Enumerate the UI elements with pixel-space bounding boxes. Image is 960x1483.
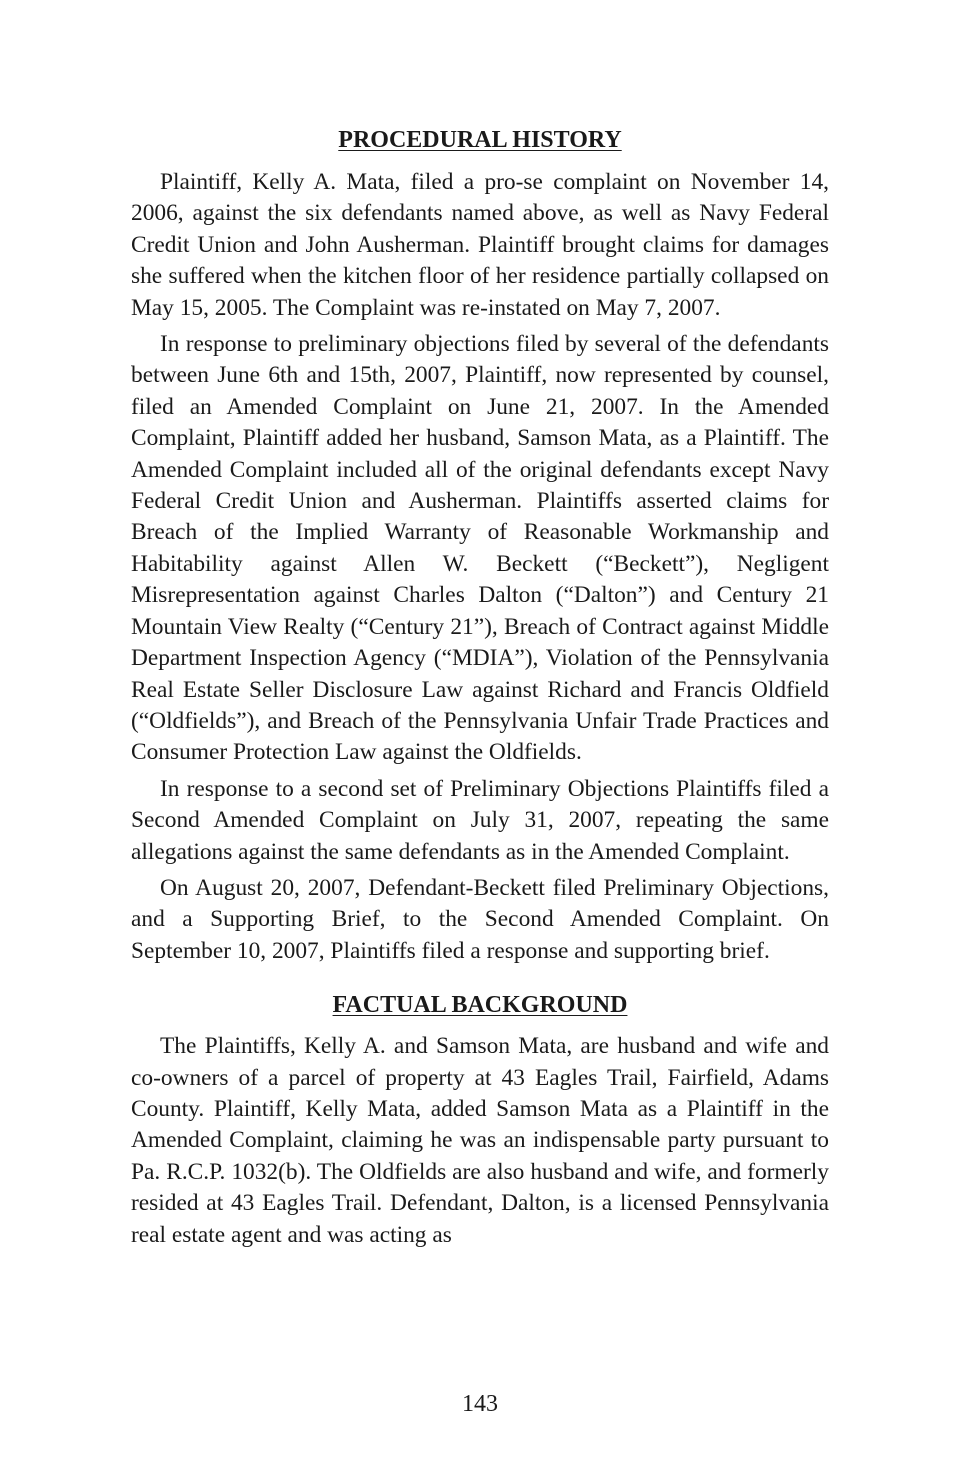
procedural-paragraph-2: In response to preliminary objections filed by several of the defendants between June 6th and 15th, 2007, Plaintiff, now represented by counsel, filed an Amended Complaint on June 21, 2007. In the Amended Complaint, Plaintiff added her husband, Samson Mata, as a Plaintiff. The Amended Complaint included all of the original defendants except Navy Federal Credit Union and Ausherman. Plaintiffs asserted claims for Breach of the Implied Warranty of Reasonable Workmanship and Habitability against Allen W. Beckett (“Beckett”), Negligent Misrepresentation against Charles Dalton (“Dalton”) and Century 21 Mountain View Realty (“Century 21”), Breach of Contract against Middle Department Inspection Agency (“MDIA”), Violation of the Pennsylvania Real Estate Seller Disclosure Law against Richard and Francis Oldfield (“Oldfields”), and Breach of the Pennsylvania Unfair Trade Practices and Consumer Protection Law against the Oldfields. (131, 331, 829, 766)
page-number: 143 (462, 1391, 498, 1417)
procedural-paragraph-1: Plaintiff, Kelly A. Mata, filed a pro-se complaint on November 14, 2006, against the six defendants named above, as well as Navy Federal Credit Union and John Ausherman. Plaintiff brought claims for damages she suffered when the kitchen floor of her residence partially collapsed on May 15, 2005. The Complaint was re-instated on May 7, 2007. (131, 169, 829, 321)
procedural-paragraph-3: In response to a second set of Preliminary Objections Plaintiffs filed a Second Amended Complaint on July 31, 2007, repeating the same allegations against the same defendants as in the Amended Complaint. (131, 775, 829, 865)
document-page (131, 124, 829, 1256)
procedural-paragraph-4: On August 20, 2007, Defendant-Beckett filed Preliminary Objections, and a Supporting Brief, to the Second Amended Complaint. On September 10, 2007, Plaintiffs filed a response and supporting brief. (131, 874, 829, 964)
procedural-history-heading: PROCEDURAL HISTORY (338, 127, 622, 153)
factual-paragraph-1: The Plaintiffs, Kelly A. and Samson Mata, are husband and wife and co-owners of a parcel of property at 43 Eagles Trail, Fairfield, Adams County. Plaintiff, Kelly Mata, added Samson Mata as a Plaintiff in the Amended Complaint, claiming he was an indispensable party pursuant to Pa. R.C.P. 1032(b). The Oldfields are also husband and wife, and formerly resided at 43 Eagles Trail. Defendant, Dalton, is a licensed Pennsylvania real estate agent and was acting as (131, 1033, 829, 1248)
factual-background-heading: FACTUAL BACKGROUND (332, 992, 628, 1019)
